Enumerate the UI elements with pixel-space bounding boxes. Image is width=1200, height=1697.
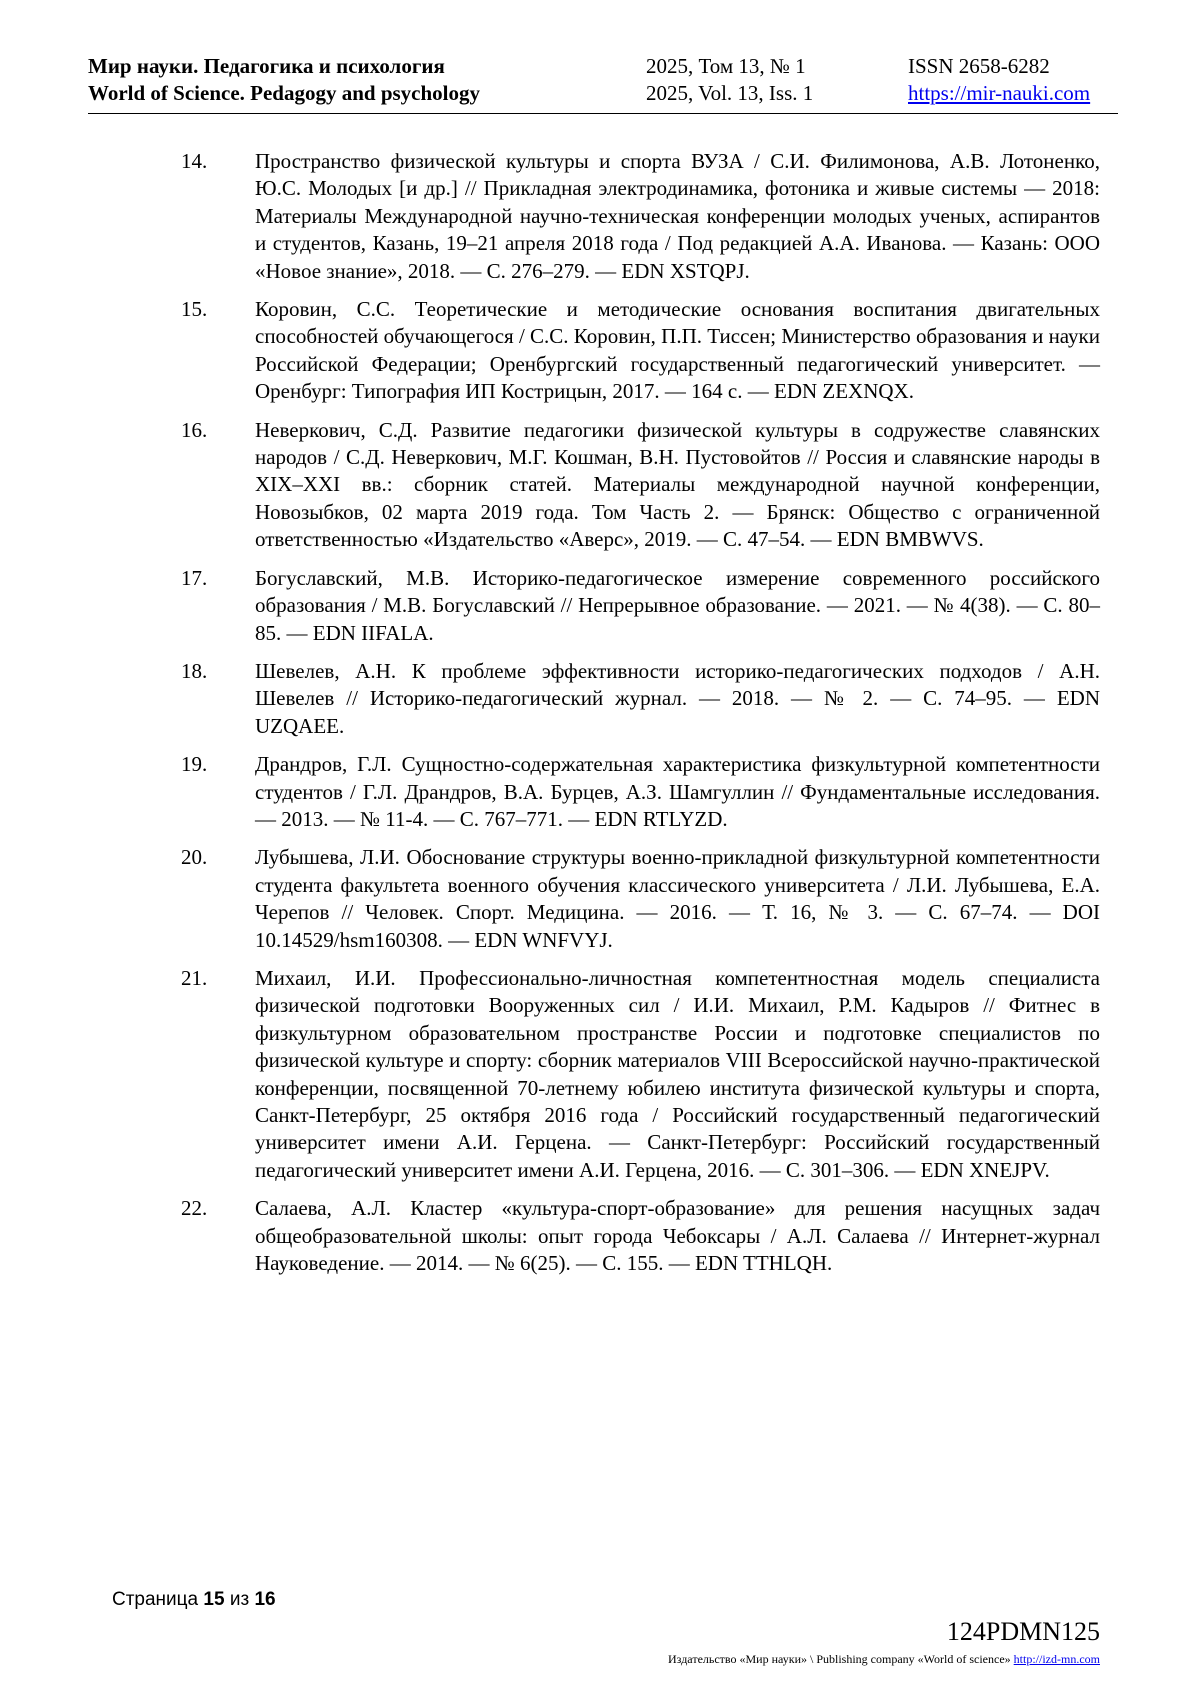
page-total: 16 — [254, 1589, 276, 1610]
publisher-text: Издательство «Мир науки» \ Publishing company «World of science» — [668, 1652, 1011, 1666]
page-header — [88, 53, 1118, 114]
journal-url-link[interactable]: https://mir-nauki.com — [908, 81, 1091, 105]
reference-item — [176, 148, 1100, 285]
page-word: Страница — [112, 1589, 199, 1610]
journal-title — [88, 53, 480, 107]
reference-item — [176, 658, 1100, 740]
issn: ISSN 2658-6282 — [908, 54, 1050, 78]
reference-item — [176, 965, 1100, 1184]
reference-number: 21. — [181, 965, 208, 990]
reference-item — [176, 417, 1100, 554]
page-counter — [112, 1589, 276, 1611]
reference-number: 14. — [181, 149, 208, 173]
reference-item — [176, 844, 1100, 954]
reference-item — [176, 565, 1100, 647]
reference-item — [176, 751, 1100, 833]
reference-item — [176, 296, 1100, 406]
reference-text: Неверкович, С.Д. Развитие педагогики физической культуры в содружестве славянских народов / С.Д. Неверкович, М.Г. Кошман, В.Н. Пустовойтов // Россия и славянские народы в XIX–XXI вв.: сборник статей. Материалы международной научной конференции, Новозыбков, 02 марта 2019 года. Том Часть 2. — Брянск: Общество с ограниченной ответственностью «Издательство «Аверс», 2019. — С. 47–54. — EDN BMBWVS. — [255, 417, 1100, 552]
reference-text: Богуславский, М.В. Историко-педагогическое измерение современного российского образования / М.В. Богуславский // Непрерывное образование. — 2021. — № 4(38). — С. 80–85. — EDN IIFALA. — [255, 565, 1100, 645]
reference-text: Михаил, И.И. Профессионально-личностная компетентностная модель специалиста физической подготовки Вооруженных сил / И.И. Михаил, Р.М. Кадыров // Фитнес в физкультурном образовательном пространстве России и подготовке специалистов по физической культуре и спорту: сборник материалов VIII Всероссийской научно-практической конференции, посвященной 70-летнему юбилею института физической культуры и спорта, Санкт-Петербург, 25 октября 2016 года / Российский государственный педагогический университет имени А.И. Герцена. — Санкт-Петербург: Российский государственный педагогический университет имени А.И. Герцена, 2016. — С. 301–306. — EDN XNEJPV. — [255, 965, 1100, 1182]
reference-text: Коровин, С.С. Теоретические и методические основания воспитания двигательных способностей обучающегося / С.С. Коровин, П.П. Тиссен; Министерство образования и науки Российской Федерации; Оренбургский государственный педагогический университет. — Оренбург: Типография ИП Кострицын, 2017. — 164 с. — EDN ZEXNQX. — [255, 297, 1100, 404]
reference-text: Лубышева, Л.И. Обоснование структуры военно-прикладной физкультурной компетентности студента факультета военного обучения классического университета / Л.И. Лубышева, Е.А. Черепов // Человек. Спорт. Медицина. — 2016. — Т. 16, № 3. — С. 67–74. — DOI 10.14529/hsm160308. — EDN WNFVYJ. — [255, 845, 1100, 952]
issue-info-en: 2025, Vol. 13, Iss. 1 — [646, 81, 814, 105]
reference-number: 22. — [181, 1196, 208, 1221]
reference-number: 18. — [181, 658, 208, 683]
publisher-line — [668, 1652, 1100, 1667]
reference-number: 17. — [181, 565, 208, 590]
journal-ids — [908, 53, 1090, 107]
reference-text: Салаева, А.Л. Кластер «культура-спорт-образование» для решения насущных задач общеобразовательной школы: опыт города Чебоксары / А.Л. Салаева // Интернет-журнал Науковедение. — 2014. — № 6(25). — С. 155. — EDN TTHLQH. — [255, 1196, 1100, 1276]
publisher-url-link[interactable]: http://izd-mn.com — [1013, 1652, 1100, 1666]
journal-title-en: World of Science. Pedagogy and psychology — [88, 81, 481, 105]
article-code: 124PDMN125 — [946, 1617, 1100, 1646]
reference-text: Пространство физической культуры и спорта ВУЗА / С.И. Филимонова, А.В. Лотоненко, Ю.С. Молодых [и др.] // Прикладная электродинамика, фотоника и живые системы — 2018: Материалы Международной научно-техническая конференции молодых ученых, аспирантов и студентов, Казань, 19–21 апреля 2018 года / Под редакцией А.А. Иванова. — Казань: ООО «Новое знание», 2018. — С. 276–279. — EDN XSTQPJ. — [255, 149, 1100, 283]
reference-text: Драндров, Г.Л. Сущностно-содержательная характеристика физкультурной компетентности студентов / Г.Л. Драндров, В.А. Бурцев, А.З. Шамгуллин // Фундаментальные исследования. — 2013. — № 11-4. — С. 767–771. — EDN RTLYZD. — [255, 752, 1100, 831]
issue-info-ru: 2025, Том 13, № 1 — [646, 54, 806, 78]
reference-number: 19. — [181, 752, 208, 777]
of-word: из — [229, 1589, 250, 1610]
issue-info — [646, 53, 813, 107]
reference-list — [176, 148, 1100, 1288]
reference-text: Шевелев, А.Н. К проблеме эффективности историко-педагогических подходов / А.Н. Шевелев // Историко-педагогический журнал. — 2018. — № 2. — С. 74–95. — EDN UZQAEE. — [255, 658, 1100, 738]
reference-number: 20. — [181, 845, 208, 870]
journal-title-ru: Мир науки. Педагогика и психология — [88, 54, 445, 78]
page-current: 15 — [203, 1589, 225, 1610]
reference-number: 16. — [181, 417, 208, 442]
reference-item — [176, 1195, 1100, 1277]
reference-number: 15. — [181, 297, 208, 322]
